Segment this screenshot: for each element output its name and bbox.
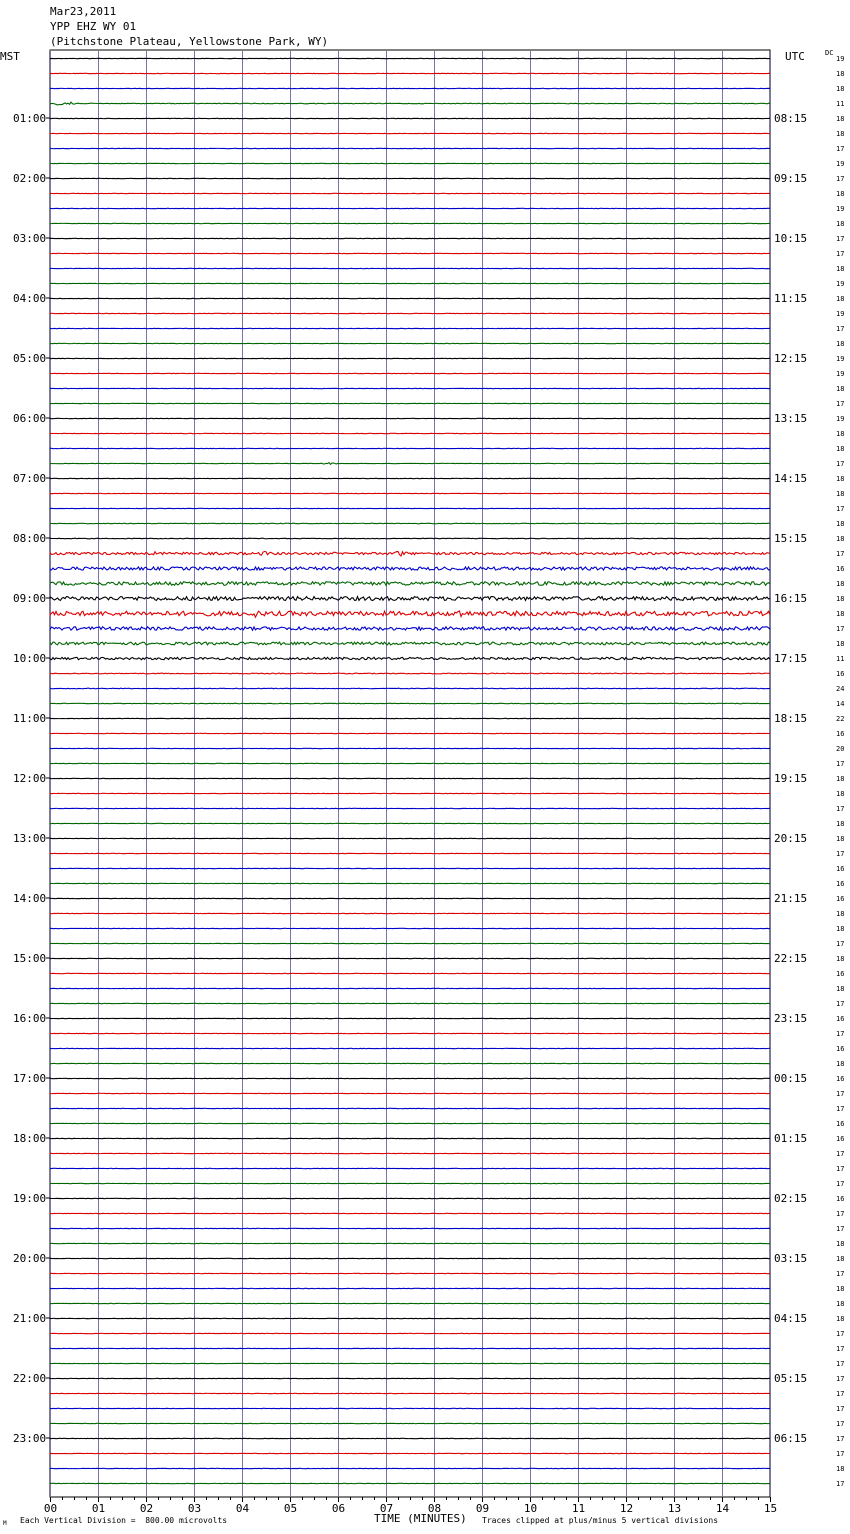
dc-offset-value: 17 [836,505,845,513]
dc-offset-value: 16 [836,730,845,738]
dc-offset-value: 17 [836,235,845,243]
dc-offset-value: 17 [836,1360,845,1368]
left-hour-label: 08:00 [13,532,47,545]
trace-row [50,688,770,689]
dc-offset-value: 18 [836,475,845,483]
right-hour-label: 12:15 [774,352,808,365]
dc-offset-value: 17 [836,1105,845,1113]
right-hour-label: 20:15 [774,832,808,845]
x-tick-label: 02 [139,1502,154,1515]
left-hour-label: 03:00 [13,232,47,245]
trace-row [50,611,770,617]
trace-row [50,703,770,704]
right-hour-label: 18:15 [774,712,808,725]
left-hour-label: 02:00 [13,172,47,185]
right-hour-label: 05:15 [774,1372,808,1385]
dc-offset-value: 16 [836,1015,845,1023]
dc-offset-value: 18 [836,520,845,528]
dc-offset-value: 11 [836,100,845,108]
dc-offset-value: 14 [836,700,845,708]
dc-offset-value: 16 [836,865,845,873]
left-hour-label: 15:00 [13,952,47,965]
dc-offset-value: 18 [836,85,845,93]
dc-offset-value: 17 [836,1030,845,1038]
dc-offset-value: 19 [836,355,845,363]
dc-offset-value: 11 [836,655,845,663]
dc-offset-value: 18 [836,985,845,993]
dc-offset-value: 16 [836,565,845,573]
dc-offset-value: 18 [836,1060,845,1068]
dc-offset-value: 17 [836,175,845,183]
dc-offset-value: 18 [836,1315,845,1323]
dc-offset-value: 17 [836,1480,845,1488]
left-hour-label: 19:00 [13,1192,47,1205]
dc-offset-value: 17 [836,1270,845,1278]
left-hour-label: 04:00 [13,292,47,305]
x-tick-label: 08 [427,1502,442,1515]
trace-row [50,627,770,630]
dc-offset-value: 17 [836,625,845,633]
left-hour-label: 18:00 [13,1132,47,1145]
x-tick-label: 14 [715,1502,730,1515]
x-tick-label: 13 [667,1502,682,1515]
x-tick-label: 04 [235,1502,250,1515]
right-hour-label: 14:15 [774,472,808,485]
left-hour-label: 14:00 [13,892,47,905]
dc-offset-value: 19 [836,415,845,423]
dc-offset-value: 18 [836,70,845,78]
dc-offset-value: 17 [836,1405,845,1413]
dc-offset-value: 18 [836,595,845,603]
dc-offset-value: 16 [836,880,845,888]
dc-offset-value: 17 [836,1180,845,1188]
x-tick-label: 11 [571,1502,586,1515]
right-hour-label: 17:15 [774,652,808,665]
dc-offset-value: 16 [836,1075,845,1083]
trace-row [50,551,770,556]
right-hour-label: 08:15 [774,112,808,125]
corner-mark: M [3,1520,7,1527]
right-hour-label: 11:15 [774,292,808,305]
dc-offset-value: 18 [836,640,845,648]
dc-offset-value: 17 [836,1420,845,1428]
dc-offset-value: 17 [836,1330,845,1338]
x-tick-label: 06 [331,1502,346,1515]
right-hour-label: 22:15 [774,952,808,965]
dc-offset-value: 18 [836,1465,845,1473]
dc-offset-value: 18 [836,220,845,228]
dc-offset-value: 17 [836,1225,845,1233]
dc-offset-value: 16 [836,1195,845,1203]
x-tick-label: 05 [283,1502,298,1515]
right-hour-label: 00:15 [774,1072,808,1085]
right-timezone-label: UTC [785,50,805,63]
dc-offset-value: 16 [836,1120,845,1128]
left-timezone-label: MST [0,50,20,63]
x-tick-label: 10 [523,1502,538,1515]
left-hour-label: 12:00 [13,772,47,785]
dc-offset-value: 18 [836,445,845,453]
dc-offset-value: 22 [836,715,845,723]
left-hour-label: 06:00 [13,412,47,425]
x-tick-label: 12 [619,1502,634,1515]
trace-row [50,582,770,586]
dc-label: DC [825,49,834,57]
dc-offset-value: 17 [836,1345,845,1353]
dc-offset-value: 17 [836,805,845,813]
x-tick-label: 01 [91,1502,106,1515]
dc-offset-value: 17 [836,940,845,948]
dc-offset-value: 17 [836,1210,845,1218]
x-tick-label: 09 [475,1502,490,1515]
dc-offset-value: 18 [836,265,845,273]
dc-offset-value: 17 [836,325,845,333]
dc-offset-value: 19 [836,310,845,318]
dc-offset-value: 20 [836,745,845,753]
left-hour-label: 11:00 [13,712,47,725]
left-hour-label: 21:00 [13,1312,47,1325]
trace-row [50,538,770,539]
right-hour-label: 01:15 [774,1132,808,1145]
dc-offset-value: 17 [836,250,845,258]
trace-row [50,567,770,570]
dc-offset-value: 18 [836,820,845,828]
dc-offset-value: 18 [836,1240,845,1248]
x-tick-label: 03 [187,1502,202,1515]
dc-offset-value: 17 [836,1165,845,1173]
dc-offset-value: 18 [836,910,845,918]
dc-offset-value: 17 [836,145,845,153]
dc-offset-value: 18 [836,955,845,963]
right-hour-label: 13:15 [774,412,808,425]
clip-note: Traces clipped at plus/minus 5 vertical divisions [482,1516,719,1525]
left-hour-label: 09:00 [13,592,47,605]
label-layer [13,55,844,1515]
right-hour-label: 10:15 [774,232,808,245]
dc-offset-value: 16 [836,1045,845,1053]
dc-offset-value: 17 [836,1090,845,1098]
right-hour-label: 23:15 [774,1012,808,1025]
dc-offset-value: 17 [836,1435,845,1443]
right-hour-label: 02:15 [774,1192,808,1205]
dc-offset-value: 16 [836,895,845,903]
dc-offset-value: 18 [836,1285,845,1293]
dc-offset-value: 19 [836,160,845,168]
dc-offset-value: 17 [836,460,845,468]
dc-offset-value: 16 [836,670,845,678]
dc-offset-value: 18 [836,340,845,348]
dc-offset-value: 18 [836,580,845,588]
dc-offset-value: 19 [836,205,845,213]
trace-row [50,523,770,524]
title-station: YPP EHZ WY 01 [50,20,137,33]
dc-offset-value: 18 [836,385,845,393]
trace-row [50,102,770,105]
plot-frame [50,50,770,1497]
left-hour-label: 20:00 [13,1252,47,1265]
dc-offset-value: 17 [836,1450,845,1458]
dc-offset-value: 17 [836,1000,845,1008]
dc-offset-value: 18 [836,925,845,933]
dc-offset-value: 18 [836,190,845,198]
left-hour-label: 13:00 [13,832,47,845]
left-hour-label: 23:00 [13,1432,47,1445]
right-hour-label: 03:15 [774,1252,808,1265]
x-axis-title: TIME (MINUTES) [374,1512,467,1525]
left-hour-label: 05:00 [13,352,47,365]
dc-offset-value: 19 [836,280,845,288]
dc-offset-value: 16 [836,970,845,978]
right-hour-label: 19:15 [774,772,808,785]
dc-offset-value: 18 [836,115,845,123]
trace-layer [50,58,770,1483]
dc-offset-value: 18 [836,775,845,783]
left-hour-label: 17:00 [13,1072,47,1085]
dc-offset-value: 16 [836,1135,845,1143]
x-tick-label: 07 [379,1502,394,1515]
dc-offset-value: 17 [836,1390,845,1398]
title-date: Mar23,2011 [50,5,117,18]
left-hour-label: 07:00 [13,472,47,485]
dc-offset-value: 17 [836,1150,845,1158]
division-note: Each Vertical Division = 800.00 microvolts [20,1516,228,1525]
dc-offset-value: 17 [836,1375,845,1383]
trace-row [50,657,770,659]
dc-offset-value: 17 [836,550,845,558]
dc-offset-value: 19 [836,55,845,63]
dc-offset-value: 18 [836,535,845,543]
right-hour-label: 09:15 [774,172,808,185]
dc-offset-value: 19 [836,370,845,378]
dc-offset-value: 18 [836,490,845,498]
dc-offset-value: 18 [836,295,845,303]
right-hour-label: 16:15 [774,592,808,605]
x-tick-label: 15 [763,1502,778,1515]
right-hour-label: 04:15 [774,1312,808,1325]
left-hour-label: 01:00 [13,112,47,125]
left-hour-label: 16:00 [13,1012,47,1025]
dc-offset-value: 18 [836,130,845,138]
trace-row [50,673,770,674]
right-hour-label: 06:15 [774,1432,808,1445]
x-tick-label: 00 [43,1502,58,1515]
dc-offset-value: 17 [836,760,845,768]
dc-offset-value: 18 [836,790,845,798]
dc-offset-value: 18 [836,1300,845,1308]
right-hour-label: 15:15 [774,532,808,545]
dc-offset-value: 17 [836,400,845,408]
left-hour-label: 10:00 [13,652,47,665]
dc-offset-value: 18 [836,610,845,618]
left-hour-label: 22:00 [13,1372,47,1385]
dc-offset-value: 17 [836,850,845,858]
dc-offset-value: 18 [836,835,845,843]
trace-row [50,642,770,645]
right-hour-label: 21:15 [774,892,808,905]
trace-row [50,463,770,465]
dc-offset-value: 18 [836,430,845,438]
title-location: (Pitchstone Plateau, Yellowstone Park, WY) [50,35,329,48]
dc-offset-value: 24 [836,685,845,693]
trace-row [50,597,770,601]
dc-offset-value: 18 [836,1255,845,1263]
